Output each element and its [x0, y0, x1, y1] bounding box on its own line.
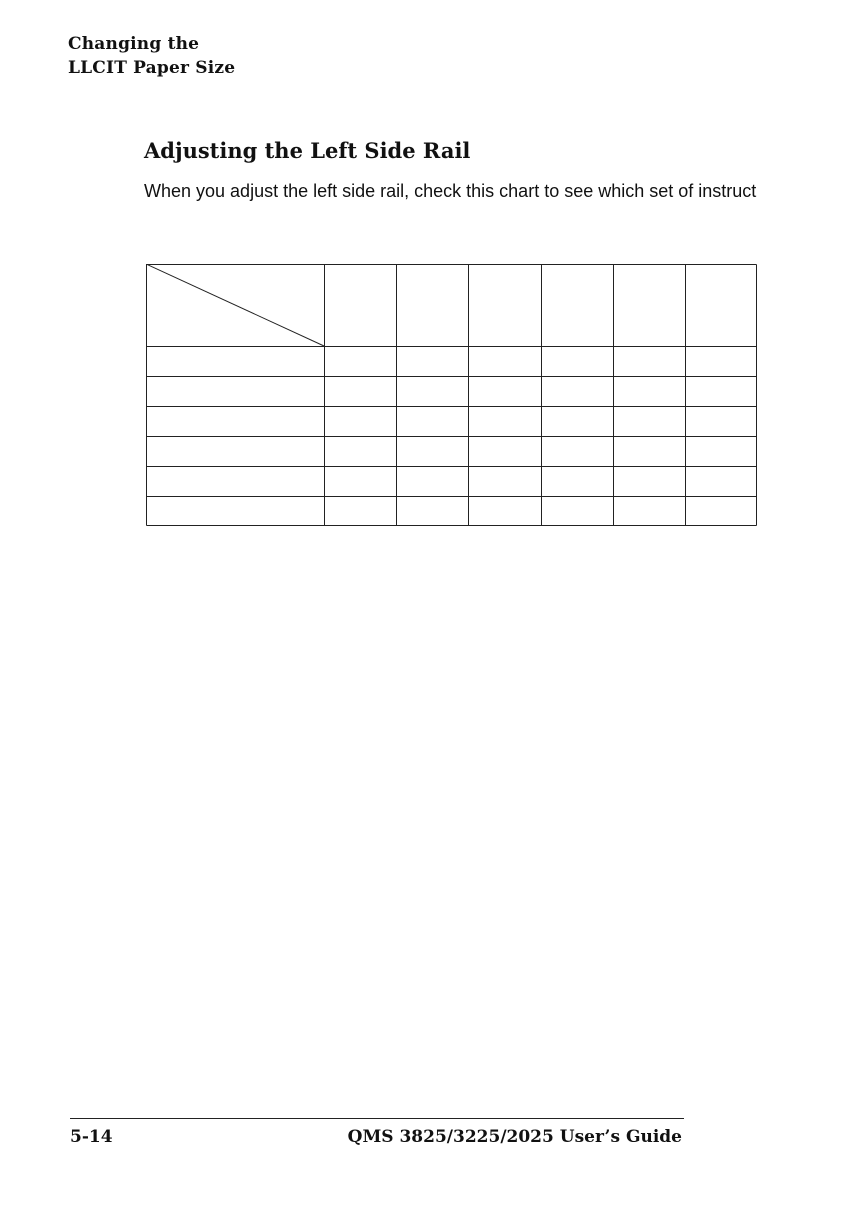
intro-paragraph: When you adjust the left side rail, check this chart to see which set of instruct	[144, 181, 757, 201]
chart-grid	[146, 264, 757, 526]
header-diagonal-line	[146, 264, 324, 346]
footer-book-title: QMS 3825/3225/2025 User’s Guide	[347, 1127, 682, 1147]
running-head	[68, 32, 235, 80]
running-head-line-2: LLCIT Paper Size	[68, 58, 236, 78]
footer-rule	[70, 1118, 684, 1119]
section-title: Adjusting the Left Side Rail	[144, 138, 471, 163]
running-head-line-1: Changing the	[68, 34, 200, 54]
adjustment-chart-table	[146, 264, 757, 526]
footer-page-number: 5-14	[70, 1127, 113, 1147]
